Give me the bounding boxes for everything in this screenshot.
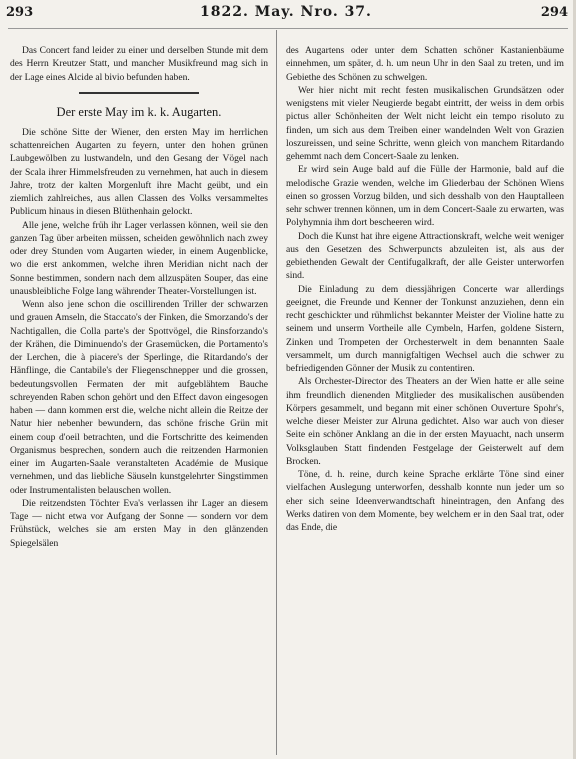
right-paragraph-3: Doch die Kunst hat ihre eigene Attractionskraft, welche weit weniger aus den Gesetzen des Schwerpuncts abzuleiten ist, als aus der gebiethenden Gewalt der Centifugalkraft, der alle Geister unterworfen sind. — [286, 230, 564, 282]
right-paragraph-5: Als Orchester-Director des Theaters an der Wien hatte er alle seine ihm freundlich dienenden Mitglieder des musikalischen ausübenden Körpers gesammelt, und begann mit einer schönen Ouverture Spohr's, welche dieser Meister zur Alruna gedichtet. Also war auch von dieser Seite ein schöner Anklang an die in der ersten Mayuacht, nach unserm Volksglauben Statt findenden Festgelage der Geisterwelt auf dem Brocken. — [286, 376, 564, 467]
page-number-left: 293 — [6, 5, 34, 20]
page-header — [0, 2, 576, 24]
article-paragraph-2: Alle jene, welche früh ihr Lager verlassen können, weil sie den ganzen Tag über arbeiten müssen, scheiden gewöhnlich nach zwey oder drey Stunden vom Augarten wieder, in einem Augenblicke, wo die erst ankommen, welche ihren Meridian nicht nach der Sonne bestimmen, sondern nach dem allzuspäten Souper, das eine unausbleibliche Folge lang währender Theater-Vorstellungen ist. — [10, 219, 268, 297]
article-paragraph-3: Wenn also jene schon die oscillirenden Triller der schwarzen und grauen Amseln, die Staccato's der Finken, die Smorzando's der Nachtigallen, die Colla parte's der Spottvögel, die Rinsforzando's der Krähen, die Diminuendo's der Grasemücken, die Portamento's der Lerchen, die à piacere's der Sperlinge, die Ritardando's der Hänflinge, die Cantabile's der Fliegenschnepper und die grossen, bedeutungsvollen Fermaten der mit aufgeblähtem Bauche schreyenden Raben schon gehört und den Effect davon eingesogen haben — dann kommen erst die, welche nicht allein die Reitze der Natur hier nebenher bewundern, das schöne frische Grün mit einem coup d'oeil betrachten, und die Fortschritte des keimenden Organismus besprechen, sondern auch die reitzenden Harmonien einer im Augarten-Saale veranstalteten Académie de Musique vernehmen, und das liebliche Säuseln kunstgelehrter Singstimmen oder Instrumentalisten belauschen wollen. — [10, 299, 268, 496]
right-paragraph-6: Töne, d. h. reine, durch keine Sprache erklärte Töne sind einer vielfachen Auslegung unterworfen, desshalb konnte nun jeder um so eher sich seine Ideenverwandtschaft hineintragen, den Anfang des Werks datiren von dem Momente, bey welchem er in den Saal trat, oder das Ende, die — [286, 469, 564, 533]
article-heading: Der erste May im k. k. Augarten. — [56, 104, 222, 119]
column-divider — [276, 30, 277, 755]
continued-paragraph: des Augartens oder unter dem Schatten schöner Kastanienbäume einnehmen, um später, d. h. um neun Uhr in den Saal zu treten, und im Gebiethe des Schönen zu schwelgen. — [286, 45, 564, 83]
page-number-right: 294 — [540, 5, 568, 20]
article-paragraph-4: Die reitzendsten Töchter Eva's verlassen ihr Lager an diesem Tage — nicht etwa vor Aufgang der Sonne — sondern vor dem Frühstück, welches sie am ersten May in den glänzenden Spiegelsälen — [10, 497, 268, 549]
concert-note-paragraph: Das Concert fand leider zu einer und derselben Stunde mit dem des Herrn Kreutzer Statt, und mancher Musikfreund mag sich in der Lage eines Alcide al bivio befunden haben. — [10, 45, 268, 83]
header-rule — [8, 28, 568, 29]
right-paragraph-4: Die Einladung zu dem diessjährigen Concerte war allerdings geeignet, die Freunde und Kenner der Tonkunst anzuziehen, denn ein recht geschickter und rühmlichst bekannter Meister der Violine hatte zu seinem und unserm Vortheile alle Cymbeln, Harfen, goldene Sistern, Zinken und Trompeten der Orchesterwelt in dem benannten Saale versammelt, um durch mannigfaltigen Wechsel auch die schwer zu befriedigenden Gönner der Musik zu contentiren. — [286, 283, 564, 374]
left-column — [10, 44, 268, 550]
right-paragraph-2: Er wird sein Auge bald auf die Fülle der Harmonie, bald auf die melodische Grazie wenden, welche im Gliederbau der Schönen Wiens einen so grossen Vorzug bilden, und sich desshalb von den Hauptalleen sehr schwer trennen können, um in dem Concert-Saale zu erwarten, was Polyhymnia ihm dort bescheeren wird. — [286, 164, 564, 229]
article-paragraph-1: Die schöne Sitte der Wiener, den ersten May im herrlichen schattenreichen Augarten zu feyern, unter den hohen grünen Laubgewölben zu lustwandeln, und den Gesang der Vögel nach der Scala ihrer Himmelsfreuden zu vernehmen, hat auch in diesem Jahre, trotz der kalten Morgenluft ihre Macht geübt, und ein ziemlich zahlreiches, aus allen Classen des Volks versammeltes Publicum hinaus in diesen Blüthenhain gelockt. — [10, 126, 268, 218]
right-paragraph-1: Wer hier nicht mit recht festen musikalischen Grundsätzen oder wenigstens mit vieler Neugierde begabt eintritt, der weiss in dem orbis pictus aller Schönheiten der Welt nicht leicht ein tempo risoluto zu finden, um sich aus dem Treiben einer wandelnden Welt von Grazien loszureissen, und seine Schritte, wenn gleich von manchem Ritardando gehemmt nach dem Concert-Saale zu lenken. — [286, 84, 564, 162]
right-column — [286, 44, 564, 534]
issue-date-title: 1822. May. Nro. 37. — [200, 4, 372, 20]
section-separator — [79, 92, 199, 94]
